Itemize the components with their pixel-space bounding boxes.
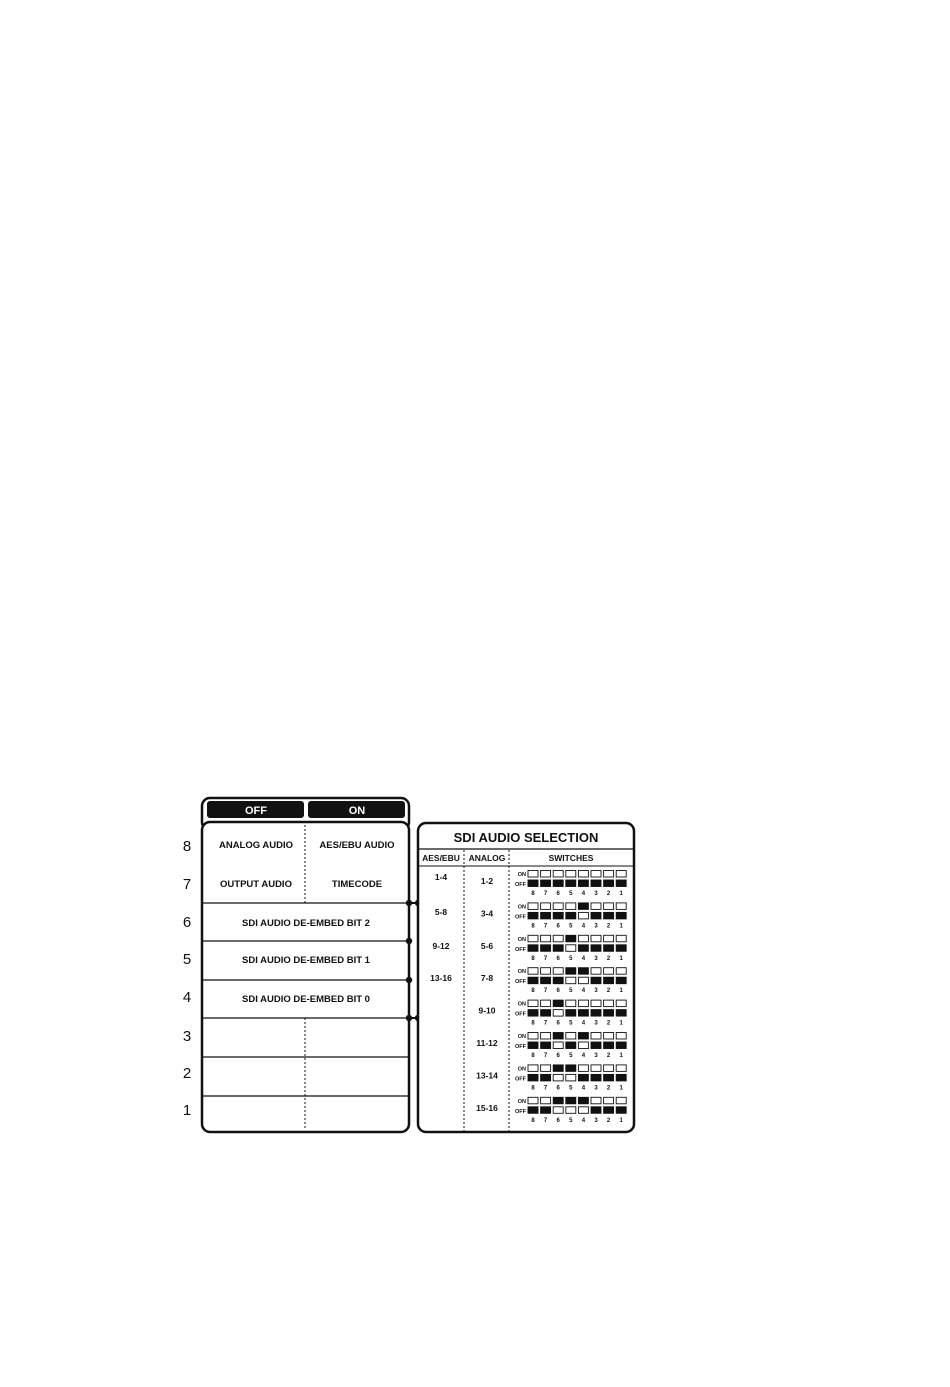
- switch-off-cell: [541, 1010, 551, 1017]
- switch-off-cell: [578, 880, 588, 887]
- switch-off-cell: [566, 977, 576, 984]
- off-label: OFF: [515, 1011, 526, 1018]
- switch-off-cell: [541, 977, 551, 984]
- switch-index-label: 5: [569, 955, 573, 962]
- off-header-label: OFF: [245, 805, 267, 817]
- switch-pattern: [515, 968, 626, 995]
- switch-index-label: 8: [531, 1020, 535, 1027]
- switch-index-label: 3: [594, 1085, 598, 1092]
- switch-index-label: 8: [531, 891, 535, 897]
- switch-on-cell: [604, 871, 614, 878]
- switch-on-cell: [528, 903, 538, 910]
- switch-index-label: 3: [594, 955, 598, 962]
- switch-off-cell: [528, 880, 538, 887]
- switch-pattern: [515, 935, 626, 962]
- connector-dot: [406, 977, 412, 983]
- switch-index-label: 1: [619, 1117, 623, 1124]
- switch-pattern: [515, 1033, 626, 1060]
- switch-index-label: 8: [531, 1117, 535, 1124]
- switch-on-cell: [528, 1065, 538, 1072]
- switch-on-cell: [578, 1000, 588, 1007]
- switch-index-label: 7: [543, 891, 548, 897]
- switch-off-cell: [528, 1042, 538, 1049]
- switch-index-label: 4: [581, 988, 586, 995]
- analog-value: 5-6: [480, 940, 494, 951]
- switch-on-cell: [578, 903, 588, 910]
- switch-on-cell: [553, 935, 563, 942]
- switch-on-cell: [616, 968, 626, 975]
- switch-pattern: [515, 1000, 626, 1027]
- switch-index-label: 5: [569, 891, 573, 897]
- switch-on-cell: [591, 935, 601, 942]
- switch-index-label: 1: [619, 1085, 623, 1092]
- switch-off-cell: [604, 912, 614, 919]
- switch-on-cell: [566, 1097, 576, 1104]
- switch-index-label: 4: [581, 1053, 586, 1059]
- switch-on-cell: [541, 1097, 551, 1104]
- switch-off-cell: [616, 977, 626, 984]
- switch-off-cell: [566, 1074, 576, 1081]
- switch-off-cell: [616, 1074, 626, 1081]
- switch-on-cell: [604, 903, 614, 910]
- switch-pattern: [515, 1065, 626, 1092]
- switch-on-cell: [578, 1065, 588, 1072]
- switch-off-cell: [553, 1010, 563, 1017]
- analog-value: 13-14: [476, 1070, 498, 1081]
- on-label: ON: [517, 1034, 526, 1040]
- off-label: OFF: [515, 914, 526, 921]
- switch-on-cell: [616, 1097, 626, 1104]
- switch-index-label: 4: [581, 1020, 586, 1027]
- switch-on-cell: [553, 871, 563, 878]
- switch-on-cell: [528, 1000, 538, 1007]
- switch-5-label: SDI AUDIO DE-EMBED BIT 1: [242, 955, 370, 966]
- analog-header: ANALOG: [468, 853, 506, 863]
- analog-value: 7-8: [480, 973, 494, 984]
- switch-pattern: [515, 903, 626, 930]
- switch-off-cell: [553, 880, 563, 887]
- on-label: ON: [517, 904, 526, 911]
- switch-index-label: 8: [531, 988, 535, 995]
- switch-off-cell: [604, 1107, 614, 1114]
- switch-off-cell: [553, 945, 563, 952]
- switch-index-label: 6: [556, 988, 560, 995]
- switch-number: 5: [182, 951, 192, 968]
- switch-index-label: 7: [543, 1085, 548, 1092]
- switch-on-cell: [578, 968, 588, 975]
- switch-on-cell: [528, 871, 538, 878]
- switch-on-cell: [616, 1033, 626, 1040]
- switch-index-label: 7: [543, 1053, 548, 1059]
- switch-on-cell: [591, 968, 601, 975]
- on-header-label: ON: [348, 805, 366, 817]
- sdi-audio-selection-panel: [418, 823, 634, 1132]
- switch-index-label: 8: [531, 955, 535, 962]
- switch-off-cell: [591, 977, 601, 984]
- switch-index-label: 2: [606, 988, 611, 995]
- on-label: ON: [517, 1066, 526, 1073]
- switch-index-label: 3: [594, 1053, 598, 1059]
- switch-on-cell: [553, 968, 563, 975]
- switch-off-cell: [578, 912, 588, 919]
- switch-on-cell: [591, 1000, 601, 1007]
- switch-index-label: 3: [594, 891, 598, 897]
- switch-on-cell: [553, 1097, 563, 1104]
- switch-on-cell: [604, 968, 614, 975]
- switch-index-label: 1: [619, 955, 623, 962]
- switch-off-cell: [528, 1074, 538, 1081]
- switch-on-cell: [578, 1033, 588, 1040]
- aes-ebu-value: 13-16: [430, 973, 452, 983]
- switch-off-cell: [541, 880, 551, 887]
- switch-on-cell: [541, 935, 551, 942]
- switch-on-cell: [566, 903, 576, 910]
- switch-index-label: 1: [619, 1053, 623, 1059]
- switch-7-off-label: OUTPUT AUDIO: [220, 879, 292, 890]
- switch-off-cell: [528, 945, 538, 952]
- switch-on-cell: [566, 935, 576, 942]
- switch-7-on-label: TIMECODE: [331, 879, 383, 890]
- switch-off-cell: [553, 1107, 563, 1114]
- switch-off-cell: [528, 1010, 538, 1017]
- aes-ebu-value: 5-8: [434, 907, 448, 917]
- switch-off-cell: [578, 977, 588, 984]
- switch-on-cell: [604, 1000, 614, 1007]
- switch-off-cell: [578, 1074, 588, 1081]
- switch-number: 8: [182, 838, 192, 855]
- switch-on-cell: [616, 935, 626, 942]
- switch-index-label: 1: [619, 923, 623, 930]
- switch-on-cell: [616, 1000, 626, 1007]
- switch-off-cell: [553, 977, 563, 984]
- switch-off-cell: [591, 1042, 601, 1049]
- switch-index-label: 8: [531, 1053, 535, 1059]
- analog-value: 15-16: [476, 1102, 498, 1113]
- on-label: ON: [517, 872, 526, 878]
- switch-index-label: 3: [594, 1117, 598, 1124]
- switch-off-cell: [591, 945, 601, 952]
- switch-index-label: 6: [556, 923, 560, 930]
- switch-index-label: 2: [606, 923, 611, 930]
- off-label: OFF: [515, 979, 526, 986]
- selection-title: SDI AUDIO SELECTION: [453, 830, 599, 845]
- switch-index-label: 5: [569, 1117, 573, 1124]
- switch-index-label: 7: [543, 923, 548, 930]
- switch-index-label: 3: [594, 1020, 598, 1027]
- switch-on-cell: [591, 1033, 601, 1040]
- switch-index-label: 8: [531, 923, 535, 930]
- switch-index-label: 4: [581, 1117, 586, 1124]
- switch-off-cell: [591, 912, 601, 919]
- switch-on-cell: [541, 968, 551, 975]
- switch-index-label: 4: [581, 1085, 586, 1092]
- switch-off-cell: [566, 1010, 576, 1017]
- switch-index-label: 8: [531, 1085, 535, 1092]
- switch-off-cell: [541, 1107, 551, 1114]
- switch-index-label: 2: [606, 1020, 611, 1027]
- switch-on-cell: [528, 1097, 538, 1104]
- switch-on-cell: [591, 903, 601, 910]
- analog-value: 9-10: [478, 1005, 496, 1016]
- switch-number-column: [183, 838, 191, 1119]
- switch-index-label: 6: [556, 891, 560, 897]
- switch-8-on-label: AES/EBU AUDIO: [319, 840, 395, 851]
- switch-on-cell: [591, 1065, 601, 1072]
- switch-index-label: 2: [606, 1117, 611, 1124]
- switch-index-label: 4: [581, 955, 586, 962]
- switch-index-label: 6: [556, 1117, 560, 1124]
- switch-index-label: 6: [556, 955, 560, 962]
- switch-off-cell: [578, 945, 588, 952]
- switch-index-label: 6: [556, 1085, 560, 1092]
- aes-ebu-value: 9-12: [432, 941, 450, 951]
- switch-off-cell: [616, 1042, 626, 1049]
- switch-on-cell: [541, 1000, 551, 1007]
- switch-number: 3: [182, 1028, 192, 1045]
- switch-off-cell: [541, 1042, 551, 1049]
- aes-ebu-header: AES/EBU: [422, 853, 460, 863]
- switch-off-cell: [616, 1107, 626, 1114]
- switch-on-cell: [566, 1000, 576, 1007]
- switch-off-cell: [553, 1074, 563, 1081]
- off-label: OFF: [515, 946, 526, 953]
- switch-on-cell: [616, 871, 626, 878]
- switch-off-cell: [528, 1107, 538, 1114]
- off-label: OFF: [515, 1044, 526, 1050]
- switch-on-cell: [541, 1033, 551, 1040]
- switch-on-cell: [578, 871, 588, 878]
- switch-on-cell: [553, 1065, 563, 1072]
- switch-off-cell: [541, 945, 551, 952]
- switch-off-cell: [604, 880, 614, 887]
- switch-off-cell: [578, 1107, 588, 1114]
- switch-number: 6: [182, 914, 192, 931]
- on-label: ON: [517, 1001, 526, 1008]
- switch-off-cell: [578, 1010, 588, 1017]
- switch-index-label: 7: [543, 1020, 548, 1027]
- switch-index-label: 5: [569, 1085, 573, 1092]
- switch-off-cell: [566, 945, 576, 952]
- switch-index-label: 5: [569, 988, 573, 995]
- off-label: OFF: [515, 1108, 526, 1115]
- switch-index-label: 5: [569, 1053, 573, 1059]
- switch-off-cell: [566, 1042, 576, 1049]
- switch-index-label: 4: [581, 923, 586, 930]
- switch-on-cell: [591, 871, 601, 878]
- switch-number: 7: [182, 876, 192, 893]
- switch-off-cell: [616, 945, 626, 952]
- switch-index-label: 7: [543, 1117, 548, 1124]
- switch-on-cell: [566, 968, 576, 975]
- switch-off-cell: [591, 1010, 601, 1017]
- switch-settings-panel: [202, 798, 421, 1132]
- switch-on-cell: [566, 1033, 576, 1040]
- switch-off-cell: [541, 1074, 551, 1081]
- switch-number: 4: [182, 989, 192, 1006]
- connector-dot: [406, 1015, 412, 1021]
- switch-off-cell: [541, 912, 551, 919]
- switch-index-label: 2: [606, 891, 611, 897]
- connector-dot: [406, 938, 412, 944]
- switch-off-cell: [591, 1107, 601, 1114]
- switch-off-cell: [553, 912, 563, 919]
- switch-off-cell: [591, 1074, 601, 1081]
- switch-on-cell: [528, 1033, 538, 1040]
- on-label: ON: [517, 936, 526, 943]
- switch-off-cell: [604, 945, 614, 952]
- switch-on-cell: [616, 1065, 626, 1072]
- switch-on-cell: [604, 1065, 614, 1072]
- switch-on-cell: [578, 1097, 588, 1104]
- settings-frame: [202, 822, 409, 1132]
- switch-index-label: 1: [619, 988, 623, 995]
- switch-on-cell: [528, 968, 538, 975]
- switch-on-cell: [604, 1097, 614, 1104]
- switches-header: SWITCHES: [548, 853, 594, 863]
- switch-off-cell: [616, 912, 626, 919]
- switch-off-cell: [604, 1074, 614, 1081]
- switch-off-cell: [528, 912, 538, 919]
- switch-index-label: 2: [606, 1053, 611, 1059]
- switch-off-cell: [566, 880, 576, 887]
- switch-index-label: 2: [606, 955, 611, 962]
- switch-index-label: 2: [606, 1085, 611, 1092]
- switch-on-cell: [553, 903, 563, 910]
- switch-index-label: 3: [594, 988, 598, 995]
- switch-on-cell: [578, 935, 588, 942]
- switch-on-cell: [541, 903, 551, 910]
- switch-number: 2: [182, 1065, 192, 1082]
- on-label: ON: [517, 969, 526, 976]
- switch-index-label: 7: [543, 955, 548, 962]
- switch-8-off-label: ANALOG AUDIO: [218, 840, 294, 851]
- off-label: OFF: [515, 1076, 526, 1083]
- switch-on-cell: [566, 1065, 576, 1072]
- switch-index-label: 5: [569, 923, 573, 930]
- analog-value: 3-4: [480, 908, 494, 919]
- switch-off-cell: [528, 977, 538, 984]
- switch-6-label: SDI AUDIO DE-EMBED BIT 2: [242, 918, 370, 929]
- switch-on-cell: [566, 871, 576, 878]
- switch-on-cell: [541, 1065, 551, 1072]
- switch-index-label: 1: [619, 1020, 623, 1027]
- switch-on-cell: [591, 1097, 601, 1104]
- switch-index-label: 1: [619, 891, 623, 897]
- switch-index-label: 4: [581, 891, 586, 897]
- switch-on-cell: [604, 1033, 614, 1040]
- switch-index-label: 7: [543, 988, 548, 995]
- switch-on-cell: [604, 935, 614, 942]
- switch-pattern: [515, 1097, 626, 1124]
- aes-ebu-value: 1-4: [434, 872, 448, 882]
- switch-on-cell: [553, 1000, 563, 1007]
- switch-off-cell: [604, 977, 614, 984]
- switch-index-label: 6: [556, 1053, 560, 1059]
- switch-off-cell: [591, 880, 601, 887]
- switch-on-cell: [528, 935, 538, 942]
- switch-index-label: 3: [594, 923, 598, 930]
- analog-value: 1-2: [480, 876, 494, 886]
- switch-off-cell: [604, 1042, 614, 1049]
- off-label: OFF: [515, 882, 526, 888]
- analog-value: 11-12: [476, 1038, 498, 1048]
- on-label: ON: [517, 1098, 526, 1105]
- switch-on-cell: [541, 871, 551, 878]
- switch-off-cell: [553, 1042, 563, 1049]
- switch-index-label: 6: [556, 1020, 560, 1027]
- switch-off-cell: [616, 880, 626, 887]
- switch-off-cell: [566, 912, 576, 919]
- switch-number: 1: [182, 1102, 192, 1119]
- switch-off-cell: [616, 1010, 626, 1017]
- switch-off-cell: [604, 1010, 614, 1017]
- switch-off-cell: [566, 1107, 576, 1114]
- switch-off-cell: [578, 1042, 588, 1049]
- switch-4-label: SDI AUDIO DE-EMBED BIT 0: [242, 994, 370, 1005]
- connector-dot: [406, 900, 412, 906]
- switch-pattern: [515, 871, 626, 898]
- switch-on-cell: [616, 903, 626, 910]
- switch-on-cell: [553, 1033, 563, 1040]
- switch-index-label: 5: [569, 1020, 573, 1027]
